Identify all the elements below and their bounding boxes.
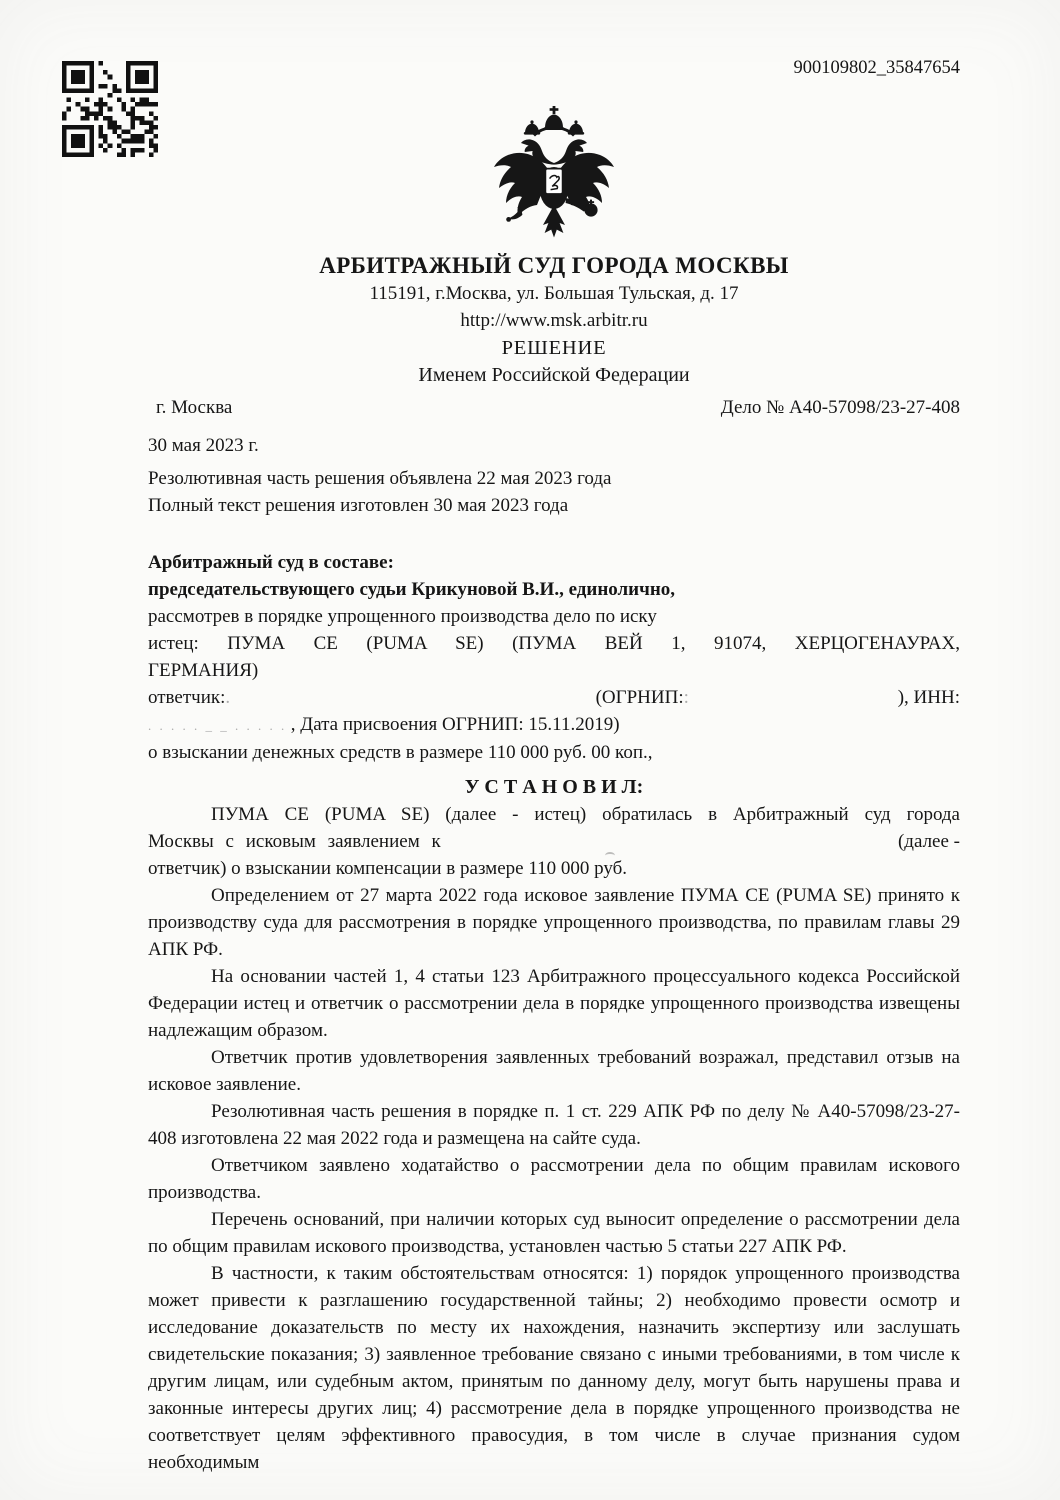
- court-website: http://www.msk.arbitr.ru: [460, 310, 648, 331]
- established-body: [148, 801, 960, 1476]
- plaintiff-line-1: истец: ПУМА СЕ (PUMA SE) (ПУМА ВЕЙ 1, 91074, ХЕРЦОГЕНАУРАХ,: [148, 633, 960, 654]
- document-content: [148, 0, 960, 1476]
- resolution-block: [148, 465, 960, 519]
- defendant-line: [148, 684, 960, 711]
- paragraph-1-line-2-text: Москвы с исковым заявлением к: [148, 831, 441, 852]
- qr-code-icon: [62, 60, 158, 158]
- court-address: 115191, г.Москва, ул. Большая Тульская, д. 17: [369, 283, 739, 304]
- redacted-inn-remnant: . . . . . _ _ . . . . .: [148, 718, 287, 733]
- resolutive-part-line: Резолютивная часть решения объявлена 22 мая 2023 года: [148, 468, 612, 489]
- case-number: Дело № А40-57098/23-27-408: [720, 397, 960, 418]
- paragraph-1-line-1: ПУМА СЕ (PUMA SE) (далее - истец) обратилась в Арбитражный суд города: [211, 804, 960, 825]
- meta-row: [148, 394, 960, 421]
- court-composition-line: Арбитражный суд в составе:: [148, 552, 394, 573]
- redacted-defendant-mark: .: [225, 687, 231, 708]
- established-paragraph-5: Резолютивная часть решения в порядке п. 1 ст. 229 АПК РФ по делу № А40-57098/23-27-408 изготовлена 22 мая 2022 года и размещена на сайте суда.: [148, 1101, 960, 1149]
- plaintiff-line-2: ГЕРМАНИЯ): [148, 660, 259, 681]
- established-paragraph-4: Ответчик против удовлетворения заявленных требований возражал, представил отзыв на исковое заявление.: [148, 1047, 960, 1095]
- inn-label: ), ИНН:: [897, 687, 960, 708]
- considered-line: рассмотрев в порядке упрощенного производства дело по иску: [148, 606, 657, 627]
- full-text-line: Полный текст решения изготовлен 30 мая 2023 года: [148, 495, 569, 516]
- defendant-label: ответчик:: [148, 687, 226, 708]
- city-label: г. Москва: [156, 397, 233, 418]
- redacted-ogrnip-mark: :: [683, 687, 689, 708]
- court-name: АРБИТРАЖНЫЙ СУД ГОРОДА МОСКВЫ: [319, 253, 789, 278]
- paragraph-1-line-2-end: (далее -: [897, 831, 960, 852]
- paragraph-1-line-3: ответчик) о взыскании компенсации в размере 110 000 руб.: [148, 858, 628, 879]
- judge-line: председательствующего судьи Крикуновой В.И., единолично,: [148, 579, 676, 600]
- ogrnip-date-text: , Дата присвоения ОГРНИП: 15.11.2019): [290, 714, 620, 735]
- ogrnip-date-line: [148, 711, 960, 739]
- established-paragraph-3: На основании частей 1, 4 статьи 123 Арбитражного процессуального кодекса Российской Федерации истец и ответчик о рассмотрении дела в порядке упрощенного производства извещены надлежащим образом.: [148, 966, 960, 1041]
- established-heading: У С Т А Н О В И Л:: [464, 776, 644, 798]
- claim-line: о взыскании денежных средств в размере 110 000 руб. 00 коп.,: [148, 742, 653, 763]
- intro-block: [148, 549, 960, 766]
- russia-coat-of-arms-icon: [493, 106, 615, 238]
- decision-date: 30 мая 2023 г.: [148, 435, 259, 456]
- paragraph-1-line-2: [148, 828, 960, 855]
- established-paragraph-2: Определением от 27 марта 2022 года исковое заявление ПУМА СЕ (PUMA SE) принято к производству суда для рассмотрения в порядке упрощенного производства, по правилам главы 29 АПК РФ.: [148, 885, 960, 960]
- established-paragraph-8: В частности, к таким обстоятельствам относятся: 1) порядок упрощенного производства может привести к разглашению государственной тайны; 2) необходимо провести осмотр и исследование доказательств по месту их нахождения, назначить экспертизу или заслушать свидетельские показания; 3) заявленное требование связано с иными требованиями, в том числе к другим лицам, или судебным актом, принятым по данному делу, могут быть нарушены права и законные интересы других лиц; 4) рассмотрение дела в порядке упрощенного производства не соответствует целям эффективного правосудия, в том числе в случае признания судом необходимым: [148, 1263, 960, 1473]
- document-title: РЕШЕНИЕ: [501, 337, 607, 359]
- document-id: 900109802_35847654: [793, 58, 960, 78]
- established-paragraph-6: Ответчиком заявлено ходатайство о рассмотрении дела по общим правилам искового производства.: [148, 1155, 960, 1203]
- document-subtitle: Именем Российской Федерации: [418, 364, 690, 386]
- ogrnip-label: (ОГРНИП:: [595, 687, 684, 708]
- established-paragraph-7: Перечень оснований, при наличии которых суд выносит определение о рассмотрении дела по общим правилам искового производства, установлен частью 5 статьи 227 АПК РФ.: [148, 1209, 960, 1257]
